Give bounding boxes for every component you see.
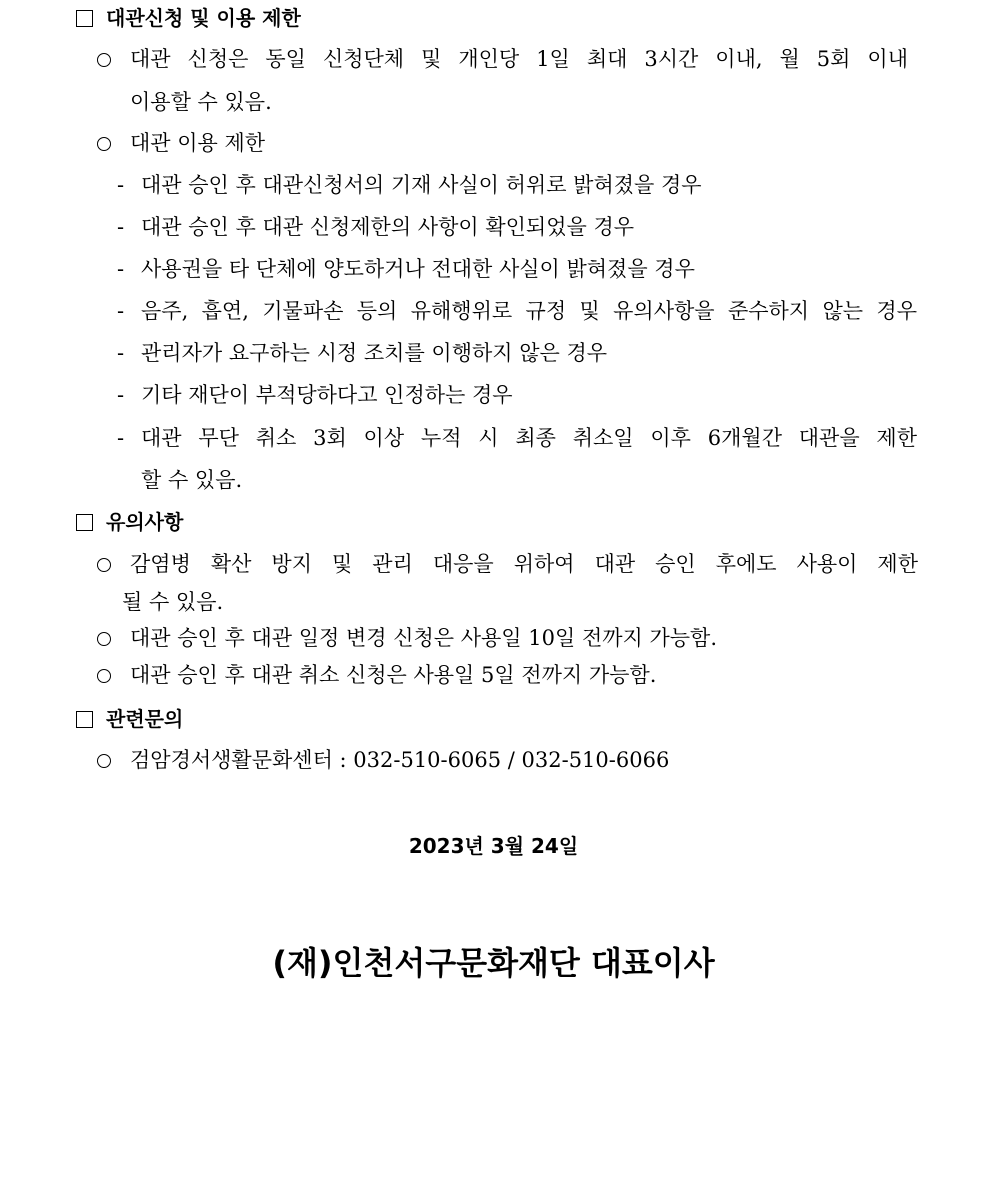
- dash-bullet-icon: -: [117, 173, 125, 197]
- dash-bullet-icon: -: [117, 257, 125, 281]
- note-cancellation: 대관 승인 후 대관 취소 신청은 사용일 5일 전까지 가능함.: [130, 663, 657, 687]
- restriction-item: 대관 승인 후 대관 신청제한의 사항이 확인되었을 경우: [141, 215, 635, 239]
- restriction-item: 사용권을 타 단체에 양도하거나 전대한 사실이 밝혀졌을 경우: [141, 257, 695, 281]
- circle-bullet-icon: [97, 53, 111, 67]
- note-infection-control-cont: 될 수 있음.: [122, 590, 224, 614]
- circle-bullet-icon: [97, 137, 111, 151]
- restriction-item: 음주, 흡연, 기물파손 등의 유해행위로 규정 및 유의사항을 준수하지 않는 경우: [141, 299, 917, 323]
- note-rental-limit-cont: 이용할 수 있음.: [130, 90, 272, 114]
- circle-bullet-icon: [97, 754, 111, 768]
- checkbox-square-icon: [76, 10, 93, 27]
- note-infection-control: 감염병 확산 방지 및 관리 대응을 위하여 대관 승인 후에도 사용이 제한: [130, 552, 918, 576]
- issuing-organization: (재)인천서구문화재단 대표이사: [272, 944, 715, 982]
- restriction-item: 대관 무단 취소 3회 이상 누적 시 최종 취소일 이후 6개월간 대관을 제한: [141, 426, 917, 450]
- dash-bullet-icon: -: [117, 341, 125, 365]
- dash-bullet-icon: -: [117, 383, 125, 407]
- section-title-precautions: 유의사항: [106, 510, 184, 534]
- checkbox-square-icon: [76, 514, 93, 531]
- note-usage-restriction: 대관 이용 제한: [130, 131, 266, 155]
- dash-bullet-icon: -: [117, 215, 125, 239]
- note-schedule-change: 대관 승인 후 대관 일정 변경 신청은 사용일 10일 전까지 가능함.: [130, 626, 718, 650]
- section-title-rental-application: 대관신청 및 이용 제한: [106, 6, 301, 30]
- dash-bullet-icon: -: [117, 299, 125, 323]
- section-title-inquiries: 관련문의: [106, 707, 184, 731]
- restriction-item: 관리자가 요구하는 시정 조치를 이행하지 않은 경우: [141, 341, 608, 365]
- restriction-item: 기타 재단이 부적당하다고 인정하는 경우: [141, 383, 513, 407]
- note-rental-limit: 대관 신청은 동일 신청단체 및 개인당 1일 최대 3시간 이내, 월 5회 이내: [130, 47, 908, 71]
- restriction-item: 대관 승인 후 대관신청서의 기재 사실이 허위로 밝혀졌을 경우: [141, 173, 702, 197]
- dash-bullet-icon: -: [117, 426, 125, 450]
- checkbox-square-icon: [76, 711, 93, 728]
- circle-bullet-icon: [97, 558, 111, 572]
- circle-bullet-icon: [97, 632, 111, 646]
- document-date: 2023년 3월 24일: [408, 834, 579, 858]
- restriction-item-cont: 할 수 있음.: [141, 468, 243, 492]
- contact-info: 검암경서생활문화센터 : 032-510-6065 / 032-510-6066: [130, 748, 670, 772]
- circle-bullet-icon: [97, 669, 111, 683]
